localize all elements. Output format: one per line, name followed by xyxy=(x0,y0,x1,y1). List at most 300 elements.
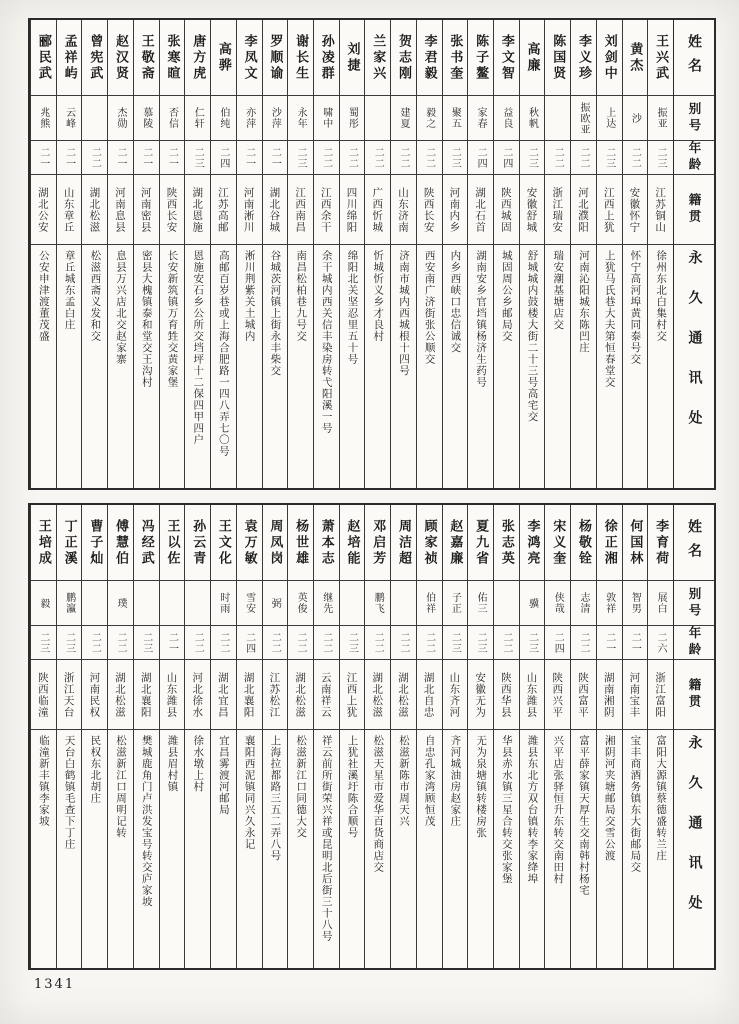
directory-entry-column xyxy=(210,20,236,488)
entry-name xyxy=(340,505,365,581)
entry-alias-text: 沙萍 xyxy=(269,107,281,129)
entry-name xyxy=(545,20,570,96)
entry-age-text: 二一 xyxy=(243,146,255,169)
entry-address-text: 上海拉都路三五二弄八号 xyxy=(269,735,282,862)
entry-name-text: 顾家祯 xyxy=(421,518,437,567)
entry-alias xyxy=(211,96,236,141)
directory-entry-column xyxy=(107,20,133,488)
entry-name xyxy=(494,505,519,581)
directory-entry-column xyxy=(133,505,159,968)
entry-alias-text: 伯祥 xyxy=(423,592,435,614)
entry-name-text: 李君毅 xyxy=(421,33,437,82)
directory-entry-column xyxy=(287,20,313,488)
entry-name xyxy=(391,20,416,96)
entry-address xyxy=(443,730,468,968)
entry-native-place xyxy=(494,660,519,730)
entry-name-text: 李育荷 xyxy=(653,518,669,567)
directory-entry-column xyxy=(236,505,262,968)
directory-entry-column xyxy=(262,20,288,488)
directory-entry-column xyxy=(262,505,288,968)
entry-name xyxy=(571,505,596,581)
entry-name-text: 邓启芳 xyxy=(370,518,386,567)
entry-age xyxy=(134,626,159,660)
entry-alias-text: 佑三 xyxy=(475,592,487,614)
header-alias-label: 别号 xyxy=(687,101,702,135)
entry-native-place xyxy=(134,175,159,245)
header-age-label: 年龄 xyxy=(687,626,702,659)
entry-age-text: 二三 xyxy=(449,146,461,169)
entry-alias-text: 英俊 xyxy=(295,592,307,614)
entry-alias-text: 时雨 xyxy=(217,592,229,614)
entry-address xyxy=(494,730,519,968)
entry-age-text: 二二 xyxy=(115,631,127,654)
header-alias xyxy=(674,581,714,626)
entry-age xyxy=(211,141,236,175)
entry-age xyxy=(520,626,545,660)
entry-alias-text: 振亚 xyxy=(655,107,667,129)
entry-native-place xyxy=(648,175,673,245)
entry-age xyxy=(160,141,185,175)
header-address xyxy=(674,730,714,968)
entry-address xyxy=(185,245,210,488)
entry-alias-text: 智男 xyxy=(629,592,641,614)
entry-age-text: 二二 xyxy=(320,631,332,654)
entry-name xyxy=(597,20,622,96)
entry-age xyxy=(108,626,133,660)
entry-name-text: 赵培能 xyxy=(344,518,360,567)
entry-name-text: 王以佐 xyxy=(164,518,180,567)
entry-name-text: 刘剑中 xyxy=(601,33,617,82)
entry-name-text: 兰家兴 xyxy=(370,33,386,82)
entry-age-text: 二三 xyxy=(295,146,307,169)
entry-address xyxy=(314,730,339,968)
directory-entry-column xyxy=(81,505,107,968)
entry-address xyxy=(391,730,416,968)
entry-address-text: 南昌松柏巷九号交 xyxy=(295,250,308,342)
entry-address-text: 恩施安石乡公所交垱坪十二保四甲四户 xyxy=(192,250,205,446)
entry-age-text: 二一 xyxy=(629,631,641,654)
entry-native-place xyxy=(134,660,159,730)
entry-name xyxy=(31,20,56,96)
entry-native-place xyxy=(340,175,365,245)
entry-native-place xyxy=(314,660,339,730)
entry-address-text: 松滋天星市爱华百货商店交 xyxy=(372,735,385,873)
entry-name xyxy=(211,505,236,581)
entry-address xyxy=(288,730,313,968)
entry-address xyxy=(443,245,468,488)
entry-alias-text: 慕陵 xyxy=(140,107,152,129)
entry-address xyxy=(134,245,159,488)
entry-name-text: 冯经武 xyxy=(138,518,154,567)
entry-age xyxy=(623,141,648,175)
entry-native-place-text: 广西忻城 xyxy=(371,186,384,233)
entry-alias xyxy=(57,96,82,141)
entry-address xyxy=(263,730,288,968)
entry-native-place-text: 江西南昌 xyxy=(294,186,307,233)
header-native-place-label: 籍贯 xyxy=(687,193,702,226)
entry-address-text: 天台白鹤镇毛查下丁庄 xyxy=(63,735,76,850)
entry-age xyxy=(468,626,493,660)
entry-name xyxy=(237,20,262,96)
entry-native-place-text: 陕西华县 xyxy=(499,671,512,718)
entry-address-text: 高邮百岁巷或上海合肥路一四八弄七〇号 xyxy=(217,250,230,457)
entry-native-place-text: 江苏铜山 xyxy=(654,186,667,233)
entry-native-place xyxy=(57,175,82,245)
entry-alias-text: 益良 xyxy=(500,107,512,129)
entry-native-place-text: 湖北石首 xyxy=(474,186,487,233)
entry-address xyxy=(571,730,596,968)
entry-name-text: 李文智 xyxy=(498,33,514,82)
entry-native-place-text: 湖北松滋 xyxy=(371,671,384,718)
entry-native-place-text: 湖北襄阳 xyxy=(139,671,152,718)
entry-alias-text: 啸中 xyxy=(320,107,332,129)
entry-alias xyxy=(314,96,339,141)
entry-alias-text: 展白 xyxy=(655,592,667,614)
entry-native-place xyxy=(597,175,622,245)
entry-address-text: 富平薛家镇天厚生交南韩村杨宅 xyxy=(577,735,590,896)
entry-name-text: 夏九省 xyxy=(473,518,489,567)
directory-entry-column xyxy=(364,505,390,968)
entry-name xyxy=(82,505,107,581)
entry-age xyxy=(443,141,468,175)
entry-native-place xyxy=(160,660,185,730)
entry-address-text: 淅川荆紫关土城内 xyxy=(243,250,256,342)
entry-native-place xyxy=(391,175,416,245)
entry-age xyxy=(108,141,133,175)
entry-address xyxy=(623,730,648,968)
entry-alias xyxy=(468,581,493,626)
entry-alias xyxy=(288,96,313,141)
entry-native-place xyxy=(417,175,442,245)
directory-entry-column xyxy=(390,20,416,488)
entry-alias xyxy=(365,96,390,141)
entry-age-text: 二二 xyxy=(577,631,589,654)
entry-name-text: 唐方虎 xyxy=(190,33,206,82)
entry-age-text: 二二 xyxy=(346,146,358,169)
entry-alias-text: 永年 xyxy=(295,107,307,129)
entry-alias xyxy=(571,96,596,141)
entry-native-place-text: 浙江富阳 xyxy=(654,671,667,718)
entry-address xyxy=(82,245,107,488)
entry-address-text: 长安新筑镇万育甡交黄家堡 xyxy=(166,250,179,388)
header-age-label: 年龄 xyxy=(687,141,702,174)
entry-age-text: 二三 xyxy=(475,631,487,654)
entry-age-text: 二三 xyxy=(526,631,538,654)
entry-address xyxy=(108,245,133,488)
entry-address-text: 湖南安乡官垱镇杨济生药号 xyxy=(475,250,488,388)
entry-address-text: 怀宁高河埠黄同泰号交 xyxy=(629,250,642,365)
entry-name xyxy=(288,505,313,581)
entry-alias xyxy=(520,96,545,141)
entry-name-text: 何国林 xyxy=(627,518,643,567)
entry-name-text: 丁正溪 xyxy=(61,518,77,567)
entry-address-text: 潍县眉村镇 xyxy=(166,735,179,793)
entry-age-text: 二三 xyxy=(63,631,75,654)
entry-name-text: 赵汉贤 xyxy=(113,33,129,82)
entry-address xyxy=(468,730,493,968)
entry-age-text: 二二 xyxy=(295,631,307,654)
entry-name xyxy=(108,20,133,96)
entry-address xyxy=(571,245,596,488)
entry-native-place-text: 陕西兴平 xyxy=(551,671,564,718)
directory-entry-column xyxy=(596,505,622,968)
entry-name-text: 李义珍 xyxy=(575,33,591,82)
header-name xyxy=(674,20,714,96)
header-native-place xyxy=(674,660,714,730)
entry-name xyxy=(340,20,365,96)
entry-age-text: 二二 xyxy=(372,146,384,169)
entry-alias-text: 伯纯 xyxy=(217,107,229,129)
directory-entry-column xyxy=(493,20,519,488)
entry-address-text: 樊城鹿角门卢洪发宝号转交庐家坡 xyxy=(140,735,153,908)
entry-age xyxy=(263,626,288,660)
entry-alias xyxy=(211,581,236,626)
directory-entry-column xyxy=(570,505,596,968)
entry-name-text: 高骅 xyxy=(215,41,231,74)
entry-address xyxy=(597,245,622,488)
entry-alias xyxy=(545,96,570,141)
entry-address-text: 松滋新陈市周天兴 xyxy=(397,735,410,827)
entry-name xyxy=(263,20,288,96)
entry-name-text: 李凤文 xyxy=(241,33,257,82)
entry-address xyxy=(211,730,236,968)
entry-name-text: 孟祥屿 xyxy=(61,33,77,82)
entry-alias xyxy=(237,96,262,141)
entry-native-place xyxy=(82,660,107,730)
directory-entry-column xyxy=(647,20,673,488)
directory-entry-column xyxy=(416,20,442,488)
entry-age-text: 二二 xyxy=(217,631,229,654)
entry-native-place-text: 山东潍县 xyxy=(525,671,538,718)
entry-address xyxy=(108,730,133,968)
directory-entry-column xyxy=(647,505,673,968)
entry-alias-text: 聚五 xyxy=(449,107,461,129)
entry-alias-text: 继先 xyxy=(320,592,332,614)
entry-age xyxy=(417,141,442,175)
entry-address-text: 湘阴河夹塘邮局交雪公渡 xyxy=(603,735,616,862)
entry-alias xyxy=(494,96,519,141)
entry-name xyxy=(314,20,339,96)
entry-alias-text: 云峰 xyxy=(63,107,75,129)
entry-address-text: 绵阳北关坚忍里五十号 xyxy=(346,250,359,365)
entry-name-text: 孙凌群 xyxy=(318,33,334,82)
entry-address-text: 舒城城内鼓楼大街二十三号高宅交 xyxy=(526,250,539,423)
entry-alias-text: 弼 xyxy=(269,597,281,609)
entry-name-text: 王敬斋 xyxy=(138,33,154,82)
directory-entry-column xyxy=(364,20,390,488)
entry-native-place-text: 陕西城固 xyxy=(499,186,512,233)
directory-entry-column xyxy=(544,505,570,968)
entry-address-text: 潍县东北方双台镇转李家绛埠 xyxy=(526,735,539,885)
entry-age xyxy=(648,141,673,175)
entry-native-place-text: 安徽舒城 xyxy=(525,186,538,233)
entry-native-place xyxy=(185,660,210,730)
entry-age xyxy=(571,626,596,660)
entry-native-place-text: 云南祥云 xyxy=(319,671,332,718)
entry-name xyxy=(571,20,596,96)
entry-alias xyxy=(82,96,107,141)
entry-native-place-text: 湖北松滋 xyxy=(114,671,127,718)
directory-entry-column xyxy=(159,505,185,968)
directory-entry-column xyxy=(519,20,545,488)
entry-alias xyxy=(597,581,622,626)
entry-native-place-text: 山东济南 xyxy=(396,186,409,233)
entry-name-text: 周凤岗 xyxy=(267,518,283,567)
entry-age-text: 二一 xyxy=(166,631,178,654)
entry-address xyxy=(160,730,185,968)
entry-age xyxy=(520,141,545,175)
entry-address xyxy=(185,730,210,968)
entry-native-place-text: 湖北公安 xyxy=(36,186,49,233)
entry-age-text: 二四 xyxy=(500,146,512,169)
entry-age-text: 二四 xyxy=(217,146,229,169)
entry-address-text: 徐水墩上村 xyxy=(192,735,205,793)
entry-native-place xyxy=(520,175,545,245)
entry-name xyxy=(417,20,442,96)
directory-entry-column xyxy=(339,505,365,968)
entry-native-place xyxy=(417,660,442,730)
entry-address-text: 济南市城内西城根十四号 xyxy=(397,250,410,377)
header-age xyxy=(674,626,714,660)
header-alias-label: 别号 xyxy=(687,586,702,620)
directory-entry-column xyxy=(210,505,236,968)
entry-alias-text: 家春 xyxy=(475,107,487,129)
entry-alias xyxy=(597,96,622,141)
directory-entry-column xyxy=(287,505,313,968)
entry-age-text: 二二 xyxy=(577,146,589,169)
entry-address-text: 自忠孔家湾顾恒茂 xyxy=(423,735,436,827)
entry-alias-text: 上达 xyxy=(603,107,615,129)
entry-native-place-text: 湖南湘阴 xyxy=(602,671,615,718)
entry-age-text: 二一 xyxy=(63,146,75,169)
entry-native-place-text: 河南淅川 xyxy=(242,186,255,233)
entry-alias xyxy=(108,96,133,141)
entry-alias-text: 秋帆 xyxy=(526,107,538,129)
entry-native-place xyxy=(545,175,570,245)
entry-name xyxy=(648,20,673,96)
entry-age xyxy=(391,141,416,175)
entry-alias xyxy=(134,581,159,626)
entry-alias xyxy=(82,581,107,626)
directory-entry-column xyxy=(442,505,468,968)
entry-address xyxy=(57,730,82,968)
entry-age xyxy=(365,626,390,660)
entry-alias xyxy=(314,581,339,626)
entry-address xyxy=(648,245,673,488)
entry-age-text: 二六 xyxy=(655,631,667,654)
entry-name xyxy=(185,505,210,581)
entry-age-text: 二三 xyxy=(603,146,615,169)
directory-entry-column xyxy=(467,505,493,968)
entry-alias xyxy=(391,96,416,141)
entry-address xyxy=(237,730,262,968)
directory-entry-column xyxy=(184,505,210,968)
entry-alias-text: 毅之 xyxy=(423,107,435,129)
entry-address xyxy=(263,245,288,488)
entry-alias-text: 否信 xyxy=(166,107,178,129)
entry-native-place-text: 河北濮阳 xyxy=(576,186,589,233)
entry-alias xyxy=(520,581,545,626)
entry-address-text: 河南沁阳城东陈凹庄 xyxy=(577,250,590,354)
entry-native-place-text: 山东潍县 xyxy=(165,671,178,718)
entry-age-text: 二四 xyxy=(552,631,564,654)
entry-native-place xyxy=(623,660,648,730)
entry-age-text: 二二 xyxy=(192,631,204,654)
entry-native-place xyxy=(314,175,339,245)
entry-native-place xyxy=(263,175,288,245)
directory-entry-column xyxy=(313,20,339,488)
entry-address-text: 徐州东北白集村交 xyxy=(655,250,668,342)
entry-native-place xyxy=(31,175,56,245)
entry-age xyxy=(494,141,519,175)
entry-native-place xyxy=(31,660,56,730)
entry-age-text: 二二 xyxy=(423,631,435,654)
entry-age-text: 二三 xyxy=(655,146,667,169)
entry-address-text: 松滋新江口周明记转 xyxy=(115,735,128,839)
entry-native-place-text: 浙江瑞安 xyxy=(551,186,564,233)
entry-alias xyxy=(134,96,159,141)
entry-age-text: 二二 xyxy=(89,631,101,654)
directory-entry-column xyxy=(390,505,416,968)
entry-age xyxy=(263,141,288,175)
entry-name xyxy=(648,505,673,581)
entry-alias-text: 雪安 xyxy=(243,592,255,614)
entry-native-place-text: 安徽无为 xyxy=(474,671,487,718)
entry-age xyxy=(237,626,262,660)
entry-age-text: 二三 xyxy=(449,631,461,654)
entry-name-text: 王文化 xyxy=(215,518,231,567)
directory-entry-column xyxy=(493,505,519,968)
entry-name xyxy=(82,20,107,96)
header-age xyxy=(674,141,714,175)
header-alias xyxy=(674,96,714,141)
entry-name-text: 陈子鳌 xyxy=(473,33,489,82)
entry-native-place xyxy=(160,175,185,245)
entry-name xyxy=(520,20,545,96)
entry-alias xyxy=(340,581,365,626)
directory-entry-column xyxy=(596,20,622,488)
entry-name-text: 袁万敏 xyxy=(241,518,257,567)
entry-native-place xyxy=(623,175,648,245)
directory-entry-column xyxy=(313,505,339,968)
entry-address-text: 宝丰商酒务镇东大街邮局交 xyxy=(629,735,642,873)
entry-address xyxy=(623,245,648,488)
entry-alias xyxy=(31,581,56,626)
entry-age xyxy=(211,626,236,660)
entry-age-text: 二三 xyxy=(346,631,358,654)
entry-native-place-text: 陕西临潼 xyxy=(36,671,49,718)
header-native-place-label: 籍贯 xyxy=(687,678,702,711)
directory-entry-column xyxy=(442,20,468,488)
entry-native-place xyxy=(211,175,236,245)
entry-age-text: 二四 xyxy=(475,146,487,169)
directory-entry-column xyxy=(570,20,596,488)
entry-native-place xyxy=(520,660,545,730)
entry-alias xyxy=(443,581,468,626)
directory-entry-column xyxy=(159,20,185,488)
entry-age xyxy=(185,141,210,175)
entry-name-text: 徐正湘 xyxy=(601,518,617,567)
entry-name xyxy=(108,505,133,581)
entry-native-place xyxy=(597,660,622,730)
entry-alias xyxy=(340,96,365,141)
page-number: 1341 xyxy=(34,977,76,992)
entry-alias xyxy=(417,96,442,141)
entry-age-text: 二二 xyxy=(372,631,384,654)
entry-native-place xyxy=(108,660,133,730)
entry-age xyxy=(468,141,493,175)
entry-name xyxy=(623,20,648,96)
